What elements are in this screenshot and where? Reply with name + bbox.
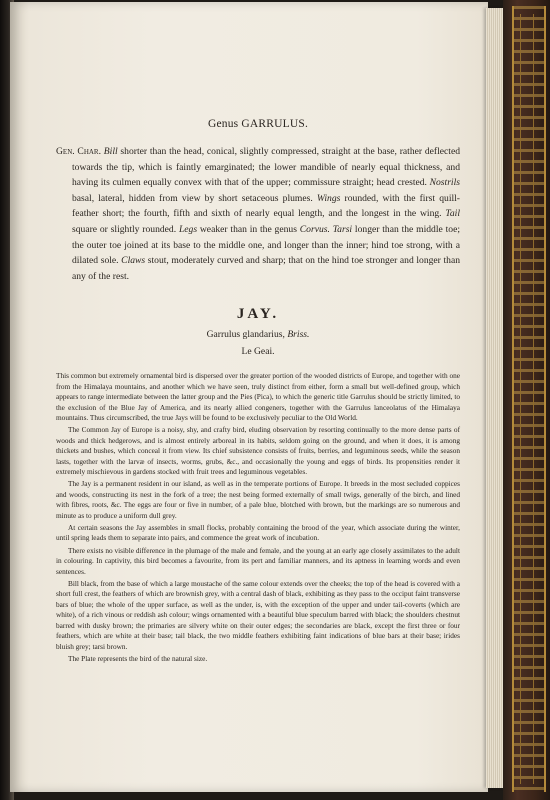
latin-author: Briss. <box>287 329 310 341</box>
body-paragraph: There exists no visible difference in the plumage of the male and female, and the young at an early age closely assimilates to the adult in colouring. In captivity, this bird becomes a favourite, from its pert and familiar manners, and its aptness in learning words and even sentences. <box>56 545 460 576</box>
genus-char-part: stout, moderately curved and sharp; that on the hind toe stronger and longer than any of the rest. <box>72 255 460 282</box>
genus-title-prefix: Genus <box>207 118 239 130</box>
species-description <box>56 371 460 664</box>
genus-char-text <box>72 146 460 282</box>
genus-char-part: weaker than in the genus <box>197 223 300 235</box>
gilt-inner-rule <box>520 14 534 784</box>
genus-char-part: Bill <box>103 146 118 157</box>
body-paragraph: This common but extremely ornamental bird is dispersed over the greater portion of the wooded districts of Europe, and together with one from the Himalaya mountains, and another which we have seen, truly distinct from either, form a small but well-defined group, which appears to range intermediate between the latter group and the Pies (Pica), to which the generic title Garrulus should be strictly limited, to the exclusion of the Blue Jay of America, and its nearly allied congeners, together with the Garrulus lanceolatus of the Himalaya mountains. Thus circumscribed, the true Jays will be found to be exclusively peculiar to the Old World. <box>56 371 460 422</box>
species-french-name: Le Geai. <box>241 346 275 358</box>
genus-char-part: Corvus. <box>299 223 330 235</box>
genus-char-part: Nostrils <box>429 177 460 189</box>
genus-char-part: Claws <box>121 255 146 267</box>
genus-char-part: Tarsi <box>332 223 353 235</box>
species-heading: JAY. <box>236 306 280 323</box>
genus-char-label: Gen. Char. <box>56 146 102 157</box>
genus-char-part: square or slightly rounded. <box>72 223 179 235</box>
genus-title-name: GARRULUS. <box>241 118 309 130</box>
body-paragraph: Bill black, from the base of which a large moustache of the same colour extends over the cheeks; the top of the head is covered with a short full crest, the feathers of which are brownish grey, with a central dash of black, exhibiting as they pass to the occiput faint transverse bars of blue; the whole of the upper surface, as well as the under, is, with the exception of the upper and under tail-coverts (which are white), of a rich vinous or reddish ash colour; wings ornamented with a beautiful blue speculum barred with black; the shoulders chestnut barred with dusky brown; the primaries are silvery white on their outer edges; the secondaries are black, except the first three or four feathers, which are white at their base; tail black, the two middle feathers exhibiting faint indications of blue bars at their base; irides bluish grey; tarsi brown. <box>56 579 460 651</box>
plate-note: The Plate represents the bird of the natural size. <box>68 653 208 663</box>
latin-name: Garrulus glandarius, <box>206 329 285 341</box>
genus-char-part: basal, lateral, hidden from view by short setaceous plumes. <box>72 192 317 204</box>
species-latin-name <box>56 329 460 340</box>
genus-char-part: Legs <box>178 223 198 235</box>
genus-char-part: rounded, with the first quill-feather short; the fourth, fifth and sixth of nearly equal length, and the longest in the wing. <box>72 192 461 220</box>
body-paragraph: The Jay is a permanent resident in our island, as well as in the temperate portions of Europe. It breeds in the most secluded coppices and woods, constructing its nest in the fork of a tree; the nest being formed externally of small twigs, generally of the birch, and lined with fibres, roots, &c. The eggs are four or five in number, of a pale blue, blotched with brown, but the markings are so numerous and minute as to produce a uniform dull grey. <box>56 479 460 520</box>
page-text <box>56 118 460 666</box>
genus-heading <box>56 118 460 130</box>
body-paragraph: The Common Jay of Europe is a noisy, shy, and crafty bird, eluding observation by resorting continually to the more dense parts of woods and thick hedgerows, and is almost entirely arboreal in its habits, seldom going on the ground, and when it does, it is among thickets and bushes, which conceal it from view. Its chief subsistence consists of fruits, berries, and leguminous seeds, while the season lasts, together with the larvæ of insects, worms, grubs, &c., and occasionally the young and eggs of birds. Its propensities render it extremely mischievous in gardens stocked with fruit trees and leguminous vegetables. <box>56 425 460 476</box>
genus-char-part: Wings <box>316 192 341 204</box>
genus-characters <box>56 144 460 284</box>
genus-char-part: Tail <box>445 208 460 220</box>
body-paragraph: At certain seasons the Jay assembles in small flocks, probably containing the brood of the year, which associate during the winter, until spring leads them to separate into pairs, and commence the great work of incubation. <box>56 523 460 543</box>
genus-char-part: shorter than the head, conical, slightly compressed, straight at the base, rather deflected towards the tip, which is faintly emarginated; the lower mandible of nearly equal thickness, and having its culmen equally convex with that of the upper; commissure straight; head crested. <box>72 146 461 189</box>
page-edges <box>486 8 504 788</box>
genus-char-part: longer than the middle toe; the outer toe joined at its base to the middle one, and longer than the inner; hind toe strong, with a dilated sole. <box>72 223 460 267</box>
